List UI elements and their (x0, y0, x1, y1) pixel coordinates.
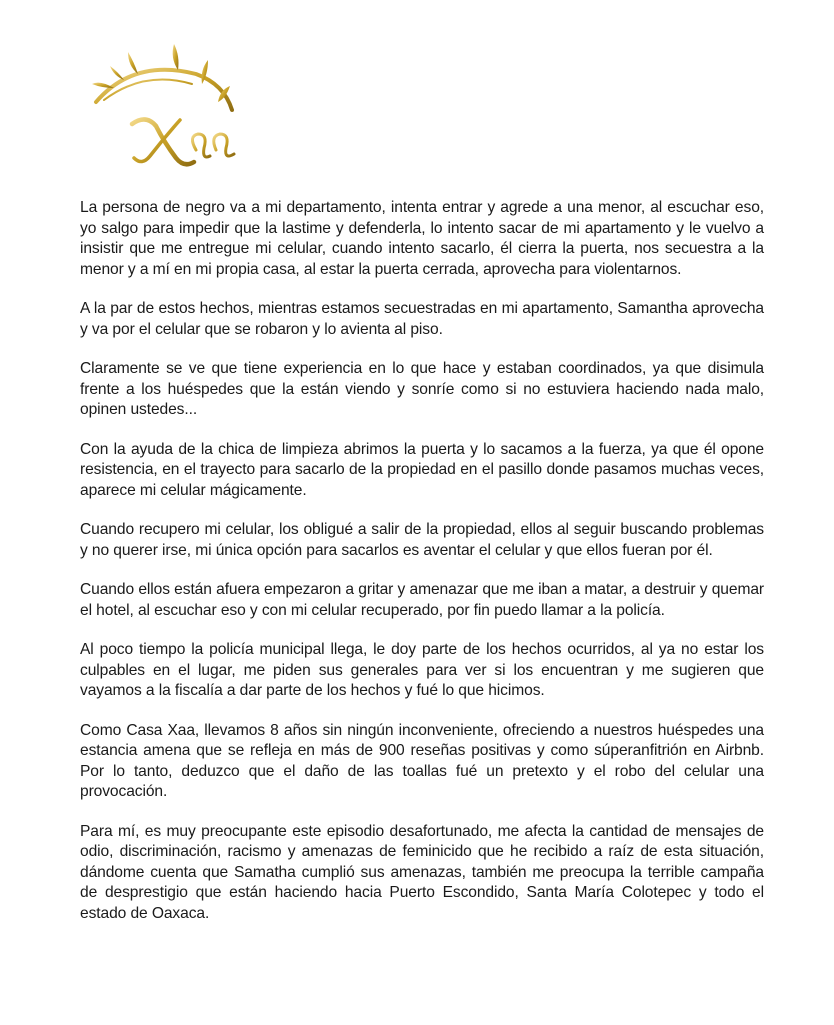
paragraph-9: Para mí, es muy preocupante este episodio desafortunado, me afecta la cantidad de mensajes de odio, discriminación, racismo y amenazas de feminicido que he recibido a raíz de esta situación, dándome cuenta que Samatha cumplió sus amenazas, también me preocupa la terrible campaña de desprestigio que están haciendo hacia Puerto Escondido, Santa María Colotepec y todo el estado de Oaxaca. (80, 822, 764, 922)
paragraph-6: Cuando ellos están afuera empezaron a gritar y amenazar que me iban a matar, a destruir y quemar el hotel, al escuchar eso y con mi celular recuperado, por fin puedo llamar a la policía. (80, 581, 764, 619)
statement-body (80, 198, 764, 943)
sun-logo-icon (84, 40, 244, 175)
paragraph-3: Claramente se ve que tiene experiencia en lo que hace y estaban coordinados, ya que disimula frente a los huéspedes que la están viendo y sonríe como si no estuviera haciendo nada malo, opinen ustedes... (80, 360, 764, 418)
paragraph-5: Cuando recupero mi celular, los obligué a salir de la propiedad, ellos al seguir buscando problemas y no querer irse, mi única opción para sacarlos es aventar el celular y que ellos fueran por él. (80, 521, 764, 559)
paragraph-8: Como Casa Xaa, llevamos 8 años sin ningún inconveniente, ofreciendo a nuestros huéspedes una estancia amena que se refleja en más de 900 reseñas positivas y como súperanfitrión en Airbnb. Por lo tanto, deduzco que el daño de las toallas fué un pretexto y el robo del celular una provocación. (80, 721, 764, 800)
brand-logo (84, 40, 244, 175)
paragraph-2: A la par de estos hechos, mientras estamos secuestradas en mi apartamento, Samantha aprovecha y va por el celular que se robaron y lo avienta al piso. (80, 300, 764, 338)
paragraph-4: Con la ayuda de la chica de limpieza abrimos la puerta y lo sacamos a la fuerza, ya que él opone resistencia, en el trayecto para sacarlo de la propiedad en el pasillo donde pasamos muchas veces, aparece mi celular mágicamente. (80, 440, 764, 499)
paragraph-7: Al poco tiempo la policía municipal llega, le doy parte de los hechos ocurridos, al ya no estar los culpables en el lugar, me piden sus generales para ver si los encuentran y me sugieren que vayamos a la fiscalía a dar parte de los hechos y fué lo que hicimos. (80, 641, 764, 699)
paragraph-1: La persona de negro va a mi departamento, intenta entrar y agrede a una menor, al escuchar eso, yo salgo para impedir que la lastime y defenderla, lo intento sacar de mi apartamento y le vuelvo a insistir que me entregue mi celular, cuando intento sacarlo, él cierra la puerta, nos secuestra a la menor y a mí en mi propia casa, al estar la puerta cerrada, aprovecha para violentarnos. (80, 199, 764, 278)
